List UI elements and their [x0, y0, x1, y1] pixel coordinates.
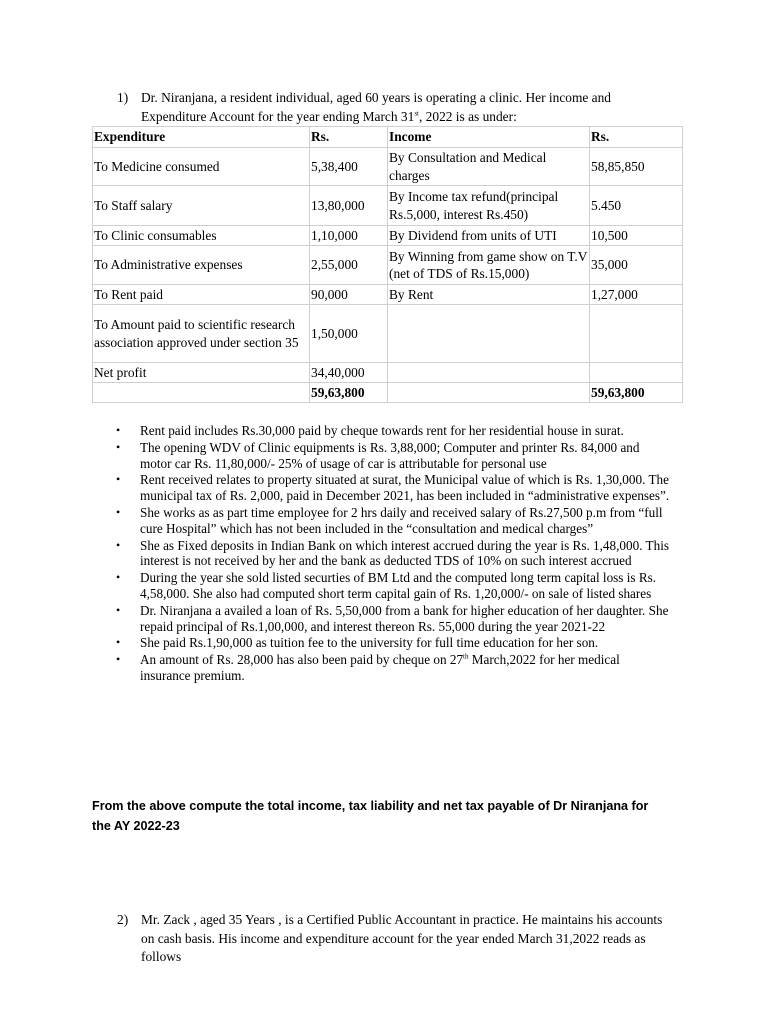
table-cell — [93, 383, 310, 403]
list-item: • She paid Rs.1,90,000 as tuition fee to the university for full time education for her son. — [140, 635, 670, 651]
table-row — [93, 305, 683, 363]
table-cell: 1,27,000 — [590, 285, 683, 305]
table-cell — [590, 363, 683, 383]
table-cell: To Clinic consumables — [93, 226, 310, 246]
table-cell: To Staff salary — [93, 186, 310, 226]
table-cell — [590, 305, 683, 363]
table-cell: Net profit — [93, 363, 310, 383]
list-item — [140, 652, 670, 684]
question-2-number: 2) — [117, 912, 129, 927]
list-item: • The opening WDV of Clinic equipments is Rs. 3,88,000; Computer and printer Rs. 84,000 and motor car Rs. 11,80,000/- 25% of usage of car is attributable for personal use — [140, 440, 670, 472]
table-cell: To Medicine consumed — [93, 148, 310, 186]
table-cell: 5,38,400 — [310, 148, 388, 186]
table-cell: To Rent paid — [93, 285, 310, 305]
income-expenditure-table — [92, 126, 683, 403]
table-row — [93, 363, 683, 383]
header-income: Income — [388, 127, 590, 148]
list-item: • Rent received relates to property situated at surat, the Municipal value of which is Rs. 1,30,000. The municipal tax of Rs. 2,000, paid in December 2021, has been included in “administrative expenses”. — [140, 472, 670, 504]
table-cell: By Rent — [388, 285, 590, 305]
table-cell: By Winning from game show on T.V (net of TDS of Rs.15,000) — [388, 246, 590, 285]
instruction — [92, 796, 692, 836]
table-cell: 58,85,850 — [590, 148, 683, 186]
table-cell: To Amount paid to scientific research association approved under section 35 — [93, 305, 310, 363]
table-cell: By Dividend from units of UTI — [388, 226, 590, 246]
table-cell: 5.450 — [590, 186, 683, 226]
question-1-intro-b: Expenditure Account for the year ending March 31 — [141, 108, 415, 124]
table-row — [93, 148, 683, 186]
last-note-b: March,2022 for her medical insurance premium. — [140, 652, 620, 683]
question-1-text — [141, 89, 676, 126]
question-1-number: 1) — [117, 90, 129, 105]
table-row — [93, 246, 683, 285]
notes-list — [140, 423, 670, 684]
table-cell: 13,80,000 — [310, 186, 388, 226]
last-note-a: An amount of Rs. 28,000 has also been paid by cheque on 27 — [140, 652, 464, 668]
header-expenditure: Expenditure — [93, 127, 310, 148]
table-total-row — [93, 383, 683, 403]
instruction-line-1: From the above compute the total income, tax liability and net tax payable of Dr Niranjana for — [92, 799, 649, 813]
instruction-line-2: the AY 2022-23 — [92, 819, 180, 833]
table-header-row — [93, 127, 683, 148]
list-item: • She works as as part time employee for 2 hrs daily and received salary of Rs.27,500 p.m from “full cure Hospital” which has not been included in the “consultation and medical charges” — [140, 505, 670, 537]
table-row — [93, 186, 683, 226]
table-cell: 35,000 — [590, 246, 683, 285]
question-2-text: Mr. Zack , aged 35 Years , is a Certified Public Accountant in practice. He maintains his accounts on cash basis. His income and expenditure account for the year ended March 31,2022 reads as follows — [141, 912, 663, 964]
header-rs-right: Rs. — [590, 127, 683, 148]
table-cell: 1,50,000 — [310, 305, 388, 363]
table-cell: 2,55,000 — [310, 246, 388, 285]
table-cell — [388, 363, 590, 383]
list-item: • During the year she sold listed securties of BM Ltd and the computed long term capital loss is Rs. 4,58,000. She also had computed short term capital gain of Rs. 1,20,000/- on sale of listed shares — [140, 570, 670, 602]
question-1-intro-c: , 2022 is as under: — [418, 108, 517, 124]
table-cell: 90,000 — [310, 285, 388, 305]
list-item: • Dr. Niranjana a availed a loan of Rs. 5,50,000 from a bank for higher education of her daughter. She repaid principal of Rs.1,00,000, and interest thereon Rs. 55,000 during the year 2021-22 — [140, 603, 670, 635]
question-1-intro-a: Dr. Niranjana, a resident individual, aged 60 years is operating a clinic. Her income and — [141, 90, 611, 105]
table-cell: 10,500 — [590, 226, 683, 246]
table-row — [93, 226, 683, 246]
list-item: • She as Fixed deposits in Indian Bank on which interest accrued during the year is Rs. 1,48,000. This interest is not received by her and the bank as deducted TDS of 10% on such interest accrued — [140, 538, 670, 570]
list-item: • Rent paid includes Rs.30,000 paid by cheque towards rent for her residential house in surat. — [140, 423, 670, 439]
table-cell — [388, 305, 590, 363]
table-cell: 34,40,000 — [310, 363, 388, 383]
total-left: 59,63,800 — [310, 383, 388, 403]
table-cell: By Income tax refund(principal Rs.5,000, interest Rs.450) — [388, 186, 590, 226]
header-rs-left: Rs. — [310, 127, 388, 148]
table-row — [93, 285, 683, 305]
date-suffix: th — [463, 652, 469, 661]
date-suffix: st — [414, 109, 419, 118]
table-cell: To Administrative expenses — [93, 246, 310, 285]
table-cell: By Consultation and Medical charges — [388, 148, 590, 186]
total-right: 59,63,800 — [590, 383, 683, 403]
table-cell — [388, 383, 590, 403]
table-cell: 1,10,000 — [310, 226, 388, 246]
